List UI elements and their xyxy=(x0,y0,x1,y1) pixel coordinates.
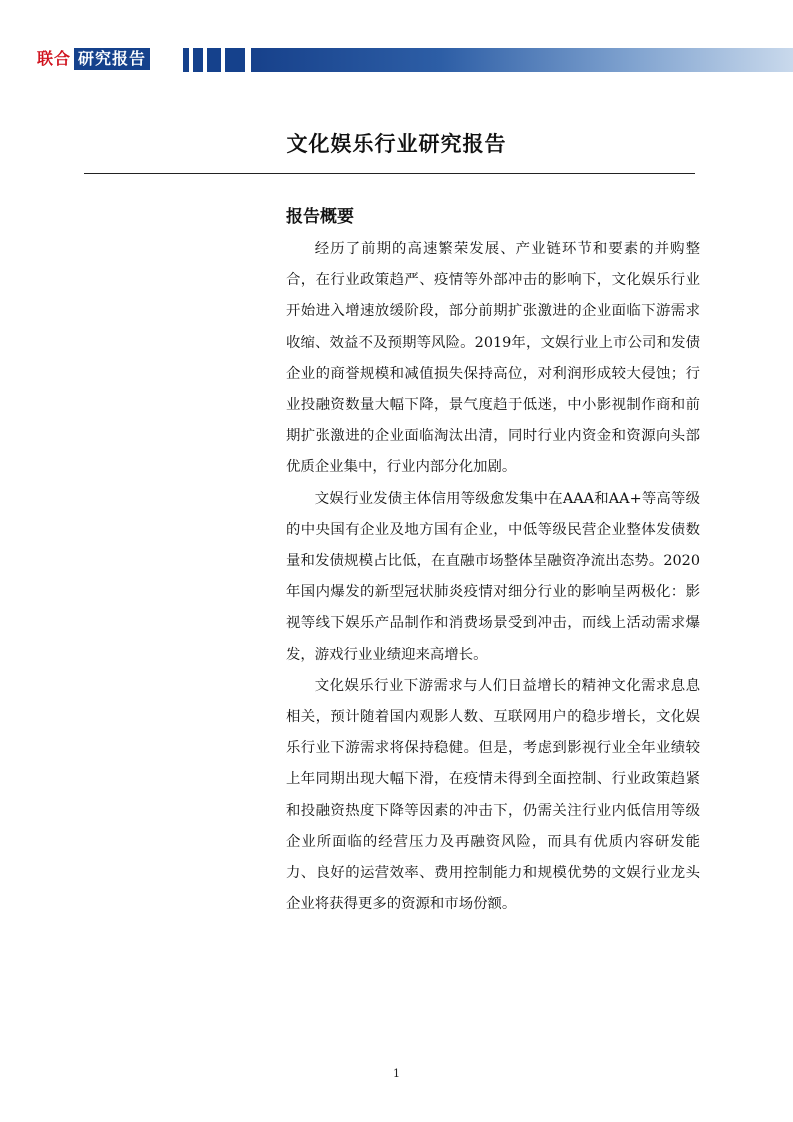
summary-paragraph: 文娱行业发债主体信用等级愈发集中在AAA和AA+等高等级的中央国有企业及地方国有企业，中低等级民营企业整体发债数量和发债规模占比低，在直融市场整体呈融资净流出态势。2020年国内爆发的新型冠状肺炎疫情对细分行业的影响呈两极化：影视等线下娱乐产品制作和消费场景受到冲击，而线上活动需求爆发，游戏行业业绩迎来高增长。 xyxy=(286,490,700,663)
header-decor-blocks xyxy=(183,48,249,72)
brand-logo xyxy=(37,48,150,70)
header-banner xyxy=(37,44,793,72)
report-summary xyxy=(286,204,700,920)
summary-paragraph: 经历了前期的高速繁荣发展、产业链环节和要素的并购整合，在行业政策趋严、疫情等外部冲击的影响下，文化娱乐行业开始进入增速放缓阶段，部分前期扩张激进的企业面临下游需求收缩、效益不及预期等风险。2019年，文娱行业上市公司和发债企业的商誉规模和减值损失保持高位，对利润形成较大侵蚀；行业投融资数量大幅下降，景气度趋于低迷，中小影视制作商和前期扩张激进的企业面临淘汰出清，同时行业内资金和资源向头部优质企业集中，行业内部分化加剧。 xyxy=(286,241,700,476)
title-divider xyxy=(84,173,695,174)
header-gradient-bar xyxy=(251,48,793,72)
brand-name-blue: 研究报告 xyxy=(74,48,150,70)
summary-paragraph: 文化娱乐行业下游需求与人们日益增长的精神文化需求息息相关，预计随着国内观影人数、互联网用户的稳步增长，文化娱乐行业下游需求将保持稳健。但是，考虑到影视行业全年业绩较上年同期出现大幅下滑，在疫情未得到全面控制、行业政策趋紧和投融资热度下降等因素的冲击下，仍需关注行业内低信用等级企业所面临的经营压力及再融资风险，而具有优质内容研发能力、良好的运营效率、费用控制能力和规模优势的文娱行业龙头企业将获得更多的资源和市场份额。 xyxy=(286,677,700,913)
document-title: 文化娱乐行业研究报告 xyxy=(286,132,507,156)
brand-name-red: 联合 xyxy=(37,49,72,68)
page-number: 1 xyxy=(393,1067,400,1080)
summary-heading: 报告概要 xyxy=(286,207,354,227)
